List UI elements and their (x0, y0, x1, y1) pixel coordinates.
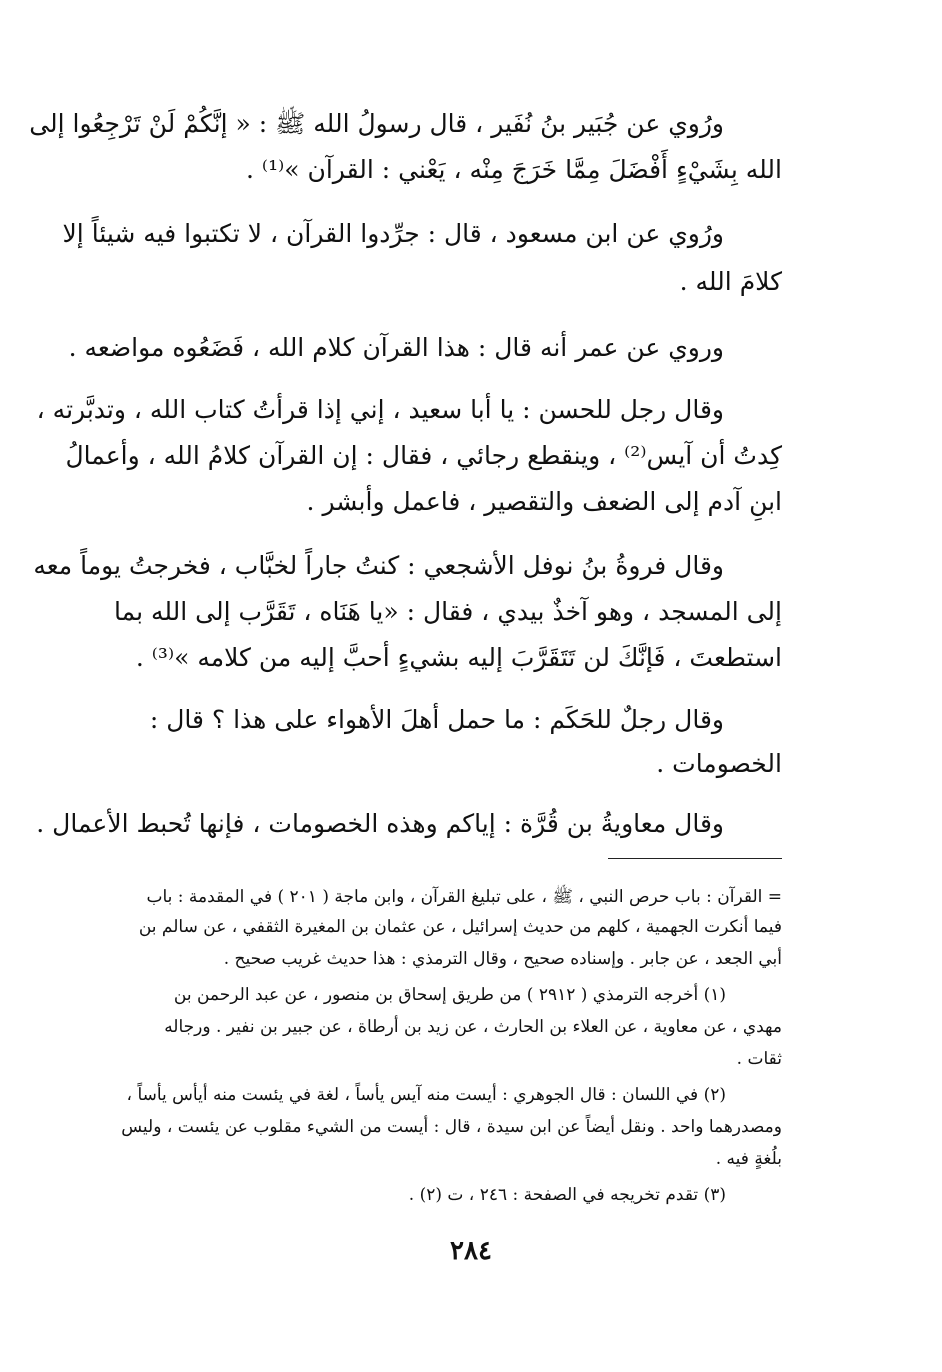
body-line: وقال فروةُ بنُ نوفل الأشجعي : كنتُ جاراً لخبَّاب ، فخرجتُ يوماً معه (33, 551, 724, 580)
footnote-line: = القرآن : باب حرص النبي ، ﷺ ، على تبليغ القرآن ، وابن ماجة ( ٢٠١ ) في المقدمة : باب (146, 887, 782, 907)
footnote-line: مهدي ، عن معاوية ، عن العلاء بن الحارث ، عن زيد بن أرطاة ، عن جبير بن نفير . ورجاله (164, 1017, 782, 1037)
body-line: إلى المسجد ، وهو آخذٌ بيدي ، فقال : «يا هَنَاه ، تَقَرَّب إلى الله بما (114, 597, 782, 626)
body-line: ابنِ آدم إلى الضعف والتقصير ، فاعمل وأبشر . (306, 487, 782, 516)
body-line: وقال رجلٌ للحَكَم : ما حمل أهلَ الأهواء على هذا ؟ قال : (149, 705, 724, 734)
body-line: الله بِشَيْءٍ أَفْضَلَ مِمَّا خَرَجَ مِنْه ، يَعْني : القرآن »⁽¹⁾ . (246, 155, 782, 184)
footnote-separator (608, 858, 782, 859)
footnote-line: ثقات . (736, 1049, 782, 1069)
body-line: وقال معاويةُ بن قُرَّة : إياكم وهذه الخصومات ، فإنها تُحبط الأعمال . (36, 809, 724, 838)
body-line: كِدتُ أن آيس⁽²⁾ ، وينقطع رجائي ، فقال : إن القرآن كلامُ الله ، وأعمالُ (65, 441, 782, 470)
footnote-line: أبي الجعد ، عن جابر . وإسناده صحيح ، وقال الترمذي : هذا حديث غريب صحيح . (223, 949, 782, 969)
body-line: ورُوي عن جُبَير بنُ نُفَير ، قال رسولُ الله ﷺ : « إنَّكُمْ لَنْ تَرْجِعُوا إلى (29, 109, 724, 138)
body-line: وقال رجل للحسن : يا أبا سعيد ، إني إذا قرأتُ كتاب الله ، وتدبَّرته ، (36, 395, 724, 424)
footnote-line: (١) أخرجه الترمذي ( ٢٩١٢ ) من طريق إسحاق بن منصور ، عن عبد الرحمن بن (173, 985, 726, 1005)
footnote-line: بلُغةٍ فيه . (715, 1149, 782, 1169)
page-number: ٢٨٤ (450, 1236, 492, 1266)
body-line: كلامَ الله . (679, 267, 782, 296)
footnote-line: فيما أنكرت الجهمية ، كلهم من حديث إسرائيل ، عن عثمان بن المغيرة الثقفي ، عن سالم بن (138, 917, 782, 937)
body-line: وروي عن عمر أنه قال : هذا القرآن كلام الله ، فَضَعُوه مواضعه . (68, 333, 724, 362)
body-line: ورُوي عن ابن مسعود ، قال : جرِّدوا القرآن ، لا تكتبوا فيه شيئاً إلا (62, 219, 724, 248)
footnote-line: ومصدرهما واحد . ونقل أيضاً عن ابن سيدة ، قال : أيست من الشيء مقلوب عن يئست ، وليس (121, 1117, 782, 1137)
footnote-line: (٢) في اللسان : قال الجوهري : أيست منه آيس يأساً ، لغة في يئست منه أيأس يأساً ، (126, 1085, 726, 1105)
body-line: استطعتَ ، فَإنَّكَ لن تَتَقَرَّبَ إليه بشيءٍ أحبَّ إليه من كلامه »⁽³⁾ . (135, 643, 782, 672)
body-line: الخصومات . (656, 749, 782, 778)
footnote-line: (٣) تقدم تخريجه في الصفحة : ٢٤٦ ، ت (٢) . (408, 1185, 726, 1205)
